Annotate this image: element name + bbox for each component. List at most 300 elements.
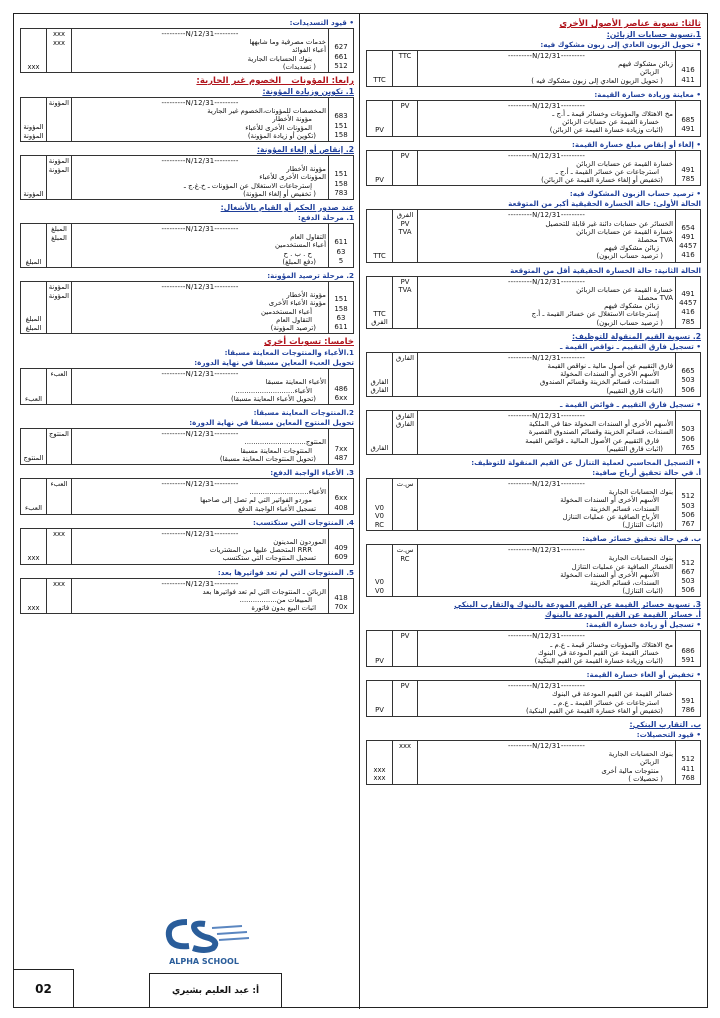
debit-amounts [392, 631, 417, 666]
credit-amount: الفرق [371, 318, 388, 327]
subsection-customers: 1.تسوية حسابات الزبائن: [606, 30, 701, 39]
entry-note: (تحويل المنتوجات المعاينة مسبقا) [219, 454, 316, 463]
credit-amount: المؤونة [23, 123, 44, 132]
credit-amount: xxx [27, 554, 40, 563]
journal-entry [20, 97, 354, 142]
entry-date: ---------N/12/31--------- [161, 479, 239, 488]
account-credit: 151 [334, 121, 348, 130]
account-credit: 783 [334, 188, 348, 197]
account-numbers [328, 369, 353, 404]
credit-amount: xxx [27, 603, 40, 612]
entry-line: TVA محصلة [637, 294, 673, 303]
credit-amount: المؤونة [23, 131, 44, 140]
account-debit: 667 [681, 567, 695, 576]
account-numbers [328, 429, 353, 464]
entry-description [71, 29, 328, 72]
entry-heading: • تحويل الزبون العادي إلى زبون مشكوك فيه: [540, 40, 701, 49]
entry-line: مؤونة الأخطار [286, 165, 326, 174]
debit-amount: الفارق [395, 420, 415, 429]
credit-amounts [21, 579, 46, 614]
debit-amounts [392, 277, 417, 328]
credit-amounts [21, 156, 46, 199]
account-credit: 768 [681, 773, 695, 782]
account-numbers [328, 529, 353, 564]
entry-line: خسارة القيمة عن حسابات الزبائن [576, 159, 673, 168]
entry-date: ---------N/12/31--------- [507, 632, 586, 641]
account-numbers [328, 224, 353, 267]
entry-date: ---------N/12/31--------- [507, 411, 586, 420]
entry-heading: • معاينة وزيادة خسارة القيمة: [594, 89, 701, 99]
credit-amounts [367, 353, 392, 396]
section-title-4: رابعا: المؤونات _ الخصوم غير الجارية: [196, 76, 354, 87]
page-frame [13, 13, 708, 1008]
entry-line: المنتوجات المعاينة مسبقا [240, 446, 312, 455]
debit-amount: المؤونة [48, 165, 69, 174]
debit-amounts [392, 101, 417, 136]
entry-line: الخسائر الصافية عن عمليات التنازل [571, 562, 673, 571]
entry-line: الأعباء........................... [249, 488, 326, 497]
account-numbers [675, 353, 700, 396]
entry-description [71, 479, 328, 514]
account-credit: 785 [681, 317, 695, 326]
subsection-securities: 2. تسوية القيم المنقولة للتوظيف: [572, 331, 701, 341]
credit-amount: المبلغ [25, 315, 42, 324]
debit-amounts [46, 98, 71, 141]
entry-line: الأسهم الأخرى أو السندات المخولة حقا في الملكية [528, 420, 673, 429]
debit-amount: xxx [52, 38, 66, 47]
subsection-bank-sub: أ. خسائر القيمة عن القيم المودعة بالبنوك [544, 610, 701, 620]
credit-amount: xxx [373, 774, 386, 783]
entry-heading: • ترصيد حساب الزبون المشكوك فيه: [569, 189, 701, 199]
credit-amount: TTC [373, 309, 386, 318]
credit-amount: V0 [375, 578, 384, 587]
entry-description [71, 224, 328, 267]
entry-line: خسارة القيمة عن حسابات الزبائن [576, 227, 673, 236]
account-credit: 512 [334, 61, 348, 70]
account-debit: 512 [681, 755, 695, 764]
debit-amount: TTC [398, 52, 412, 60]
credit-amounts [367, 210, 392, 261]
entry-line: الزبائن [640, 68, 659, 77]
entry-note: تسجيل الأعباء الواجبة الدفع [238, 504, 316, 513]
entry-heading: 2.المنتوجات المعاينة مسبقا: [253, 408, 354, 418]
debit-amounts [46, 156, 71, 199]
entry-line: الزبائن [640, 758, 659, 767]
entry-line: الخسائر عن حسابات دائنة غير قابلة للتحصيل [545, 219, 673, 228]
entry-line: السندات، قسائم الخزينة وقسائم الصندوق القصيرة [528, 428, 673, 437]
entry-line: استرجاعات عن خسائر القيمة ـ ع.م ـ [553, 698, 659, 707]
account-credit: 506 [681, 510, 695, 519]
journal-entry [366, 276, 701, 329]
entry-line: الأرباح الصافية عن عمليات التنازل [562, 512, 659, 521]
debit-amount: PV [400, 632, 410, 641]
entry-date: ---------N/12/31--------- [161, 430, 239, 439]
credit-amounts [367, 631, 392, 666]
credit-amount: الفارق [370, 386, 389, 395]
entry-line: الأعباء المعاينة مسبقا [265, 378, 326, 387]
entry-date: ---------N/12/31--------- [507, 353, 586, 362]
account-debit: 665 [681, 367, 695, 376]
debit-amount: PV [400, 219, 410, 228]
account-credit: 506 [681, 586, 695, 595]
entry-date: ---------N/12/31--------- [507, 277, 586, 286]
entry-line: بنوك الحسابات الجارية [608, 750, 673, 759]
journal-entry [20, 28, 354, 73]
credit-amount: V0 [375, 586, 384, 595]
debit-amounts [46, 529, 71, 564]
entry-line: فارق التقييم عن الأصول المالية ـ فوائض القيمة [525, 436, 659, 445]
credit-amounts [21, 369, 46, 404]
account-numbers [675, 741, 700, 784]
entry-line: أعباء الفوائد [291, 46, 326, 55]
account-debit: 654 [681, 223, 695, 232]
account-debit: 6xx [334, 494, 348, 503]
entry-note: (اثبات وزيادة خسارة القيمة عن الزبائن) [549, 126, 663, 135]
entry-line: خسائر القيمة عن القيم المودعة في البنوك [537, 648, 659, 657]
entry-description [417, 545, 675, 596]
debit-amount: PV [400, 277, 410, 286]
account-credit: 611 [334, 323, 348, 332]
account-credit: 765 [681, 443, 695, 452]
entry-description [417, 353, 675, 396]
account-debit: 512 [681, 558, 695, 567]
debit-amounts [46, 29, 71, 72]
credit-amounts [367, 681, 392, 716]
credit-amount: PV [375, 175, 384, 184]
credit-amounts [21, 282, 46, 333]
entry-subheading: تحويل المنتوج المعاين مسبقا في نهاية الدورة: [189, 418, 354, 428]
account-numbers [675, 277, 700, 328]
debit-amounts [392, 545, 417, 596]
credit-amount: المبلغ [25, 323, 42, 332]
entry-description [71, 429, 328, 464]
account-numbers [328, 98, 353, 141]
entry-date: ---------N/12/31--------- [507, 151, 586, 160]
debit-amounts [46, 224, 71, 267]
journal-entry [366, 410, 701, 455]
debit-amounts [392, 741, 417, 784]
entry-description [417, 741, 675, 784]
entry-line: إسترجاعات الاستغلال عن خسائر القيمة ـ أ.ج [531, 310, 659, 319]
account-debit: 506 [681, 434, 695, 443]
judgement-heading: عند صدور الحكم أو القيام بالأشغال: [220, 203, 354, 213]
account-debit: 418 [334, 593, 348, 602]
journal-entry [366, 630, 701, 667]
account-credit: 70x [334, 603, 348, 612]
debit-amount: xxx [52, 30, 66, 38]
credit-amount: المؤونة [23, 189, 44, 198]
entry-line: خسائر القيمة عن القيم المودعة في البنوك [551, 690, 673, 699]
account-numbers [328, 579, 353, 614]
entry-description [417, 479, 675, 530]
credit-amount: RC [374, 520, 385, 529]
subsection-bank: 3. تسوية خسائر القيمة عن القيم المودعة بالبنوك والتقارب البنكي [454, 600, 701, 610]
entry-line: استرجاعات عن خسائر القيمة ـ أ.ج ـ [555, 168, 659, 177]
entry-description [417, 631, 675, 666]
entry-line: RRR المتحصل عليها من المشتريات [209, 546, 312, 555]
section-title-5: خامسا: تسويات أخرى [264, 337, 354, 348]
credit-amount: V0 [375, 503, 384, 512]
credit-amount: المبلغ [25, 257, 42, 266]
debit-amount: س.ت [396, 479, 414, 488]
account-debit: 486 [334, 384, 348, 393]
entry-heading: 5. المنتوجات التي لم تعد فواتيرها بعد: [217, 567, 354, 577]
account-credit: 786 [681, 705, 695, 714]
journal-entry [366, 544, 701, 597]
entry-line: زبائن مشكوك فيهم [604, 244, 659, 253]
account-credit: 785 [681, 175, 695, 184]
entry-date: ---------N/12/31--------- [507, 546, 586, 555]
credit-amount: V0 [375, 512, 384, 521]
entry-description [71, 529, 328, 564]
entry-line: زبائن مشكوك فيهم [618, 60, 673, 69]
debit-amount: العبء [50, 479, 68, 488]
debit-amount: المؤونة [48, 99, 69, 108]
entry-date: ---------N/12/31--------- [507, 101, 586, 110]
account-debit: 491 [681, 166, 695, 175]
entry-note: (اثبات فارق التقييم) [606, 386, 663, 395]
credit-amount: PV [375, 656, 384, 665]
entry-heading: 1.الأعباء والمنتوجات المعاينة مسبقا: [224, 348, 354, 358]
journal-entry [366, 478, 701, 531]
author-box: أ: عبد العليم بشيري [149, 973, 282, 1007]
account-debit: 683 [334, 112, 348, 121]
debit-amount: الفارق [395, 411, 415, 420]
debit-amount: المؤونة [48, 283, 69, 292]
svg-text:ALPHA SCHOOL: ALPHA SCHOOL [169, 957, 239, 966]
journal-entry [20, 368, 354, 405]
entry-description [71, 282, 328, 333]
account-numbers [675, 681, 700, 716]
account-credit: 503 [681, 576, 695, 585]
credit-amounts [21, 98, 46, 141]
account-credit: 408 [334, 503, 348, 512]
entry-note: (دفع المبلغ) [282, 257, 316, 266]
entry-line: مؤونة الأخطار [272, 115, 312, 124]
entry-heading: 4. المنتوجات التي ستكتسب: [253, 517, 354, 527]
entry-date: ---------N/12/31--------- [507, 211, 586, 220]
journal-entry [366, 150, 701, 187]
entry-heading: • قيود التسديدات: [289, 18, 354, 27]
account-numbers [675, 411, 700, 454]
left-column [14, 14, 360, 934]
account-debit: 416 [681, 66, 695, 75]
account-credit: 158 [334, 130, 348, 139]
debit-amount: العبء [50, 370, 68, 379]
debit-amount: المنتوج [49, 430, 69, 439]
entry-heading: 2. إنقاص أو إلغاء المؤونة: [256, 145, 354, 155]
journal-entry [20, 155, 354, 200]
debit-amounts [46, 579, 71, 614]
journal-entry [366, 50, 701, 87]
credit-amounts [21, 429, 46, 464]
entry-line: بنوك الحسابات الجارية [247, 54, 312, 63]
entry-heading: 1. تكوين وزيادة المؤونة: [262, 87, 354, 97]
journal-entry [20, 528, 354, 565]
account-numbers [675, 151, 700, 186]
account-credit: 416 [681, 308, 695, 317]
entry-note: (اثبات وزيادة خسارة القيمة عن القيم البنكية) [534, 656, 663, 665]
entry-note: (اثبات التنازل) [622, 587, 663, 596]
account-debit: 591 [681, 696, 695, 705]
entry-date: ---------N/12/31--------- [161, 225, 239, 234]
credit-amount: الفارق [370, 444, 389, 453]
debit-amount: TVA [398, 286, 412, 295]
account-credit: 487 [334, 453, 348, 462]
entry-line: أعباء المستخدمين [261, 307, 312, 316]
alpha-school-logo [157, 914, 252, 970]
account-debit: 491 [681, 233, 695, 242]
entry-heading: • تسجيل فارق التقييم ـ فوائض القيمة ـ [560, 399, 701, 409]
credit-amounts [367, 51, 392, 86]
journal-entry [366, 680, 701, 717]
credit-amounts [367, 151, 392, 186]
entry-description [417, 151, 675, 186]
account-numbers [675, 51, 700, 86]
case-heading: الحالة الأولى: حالة الخسارة الحقيقية أكبر من المتوقعة [508, 199, 701, 209]
entry-date: ---------N/12/31--------- [507, 479, 586, 488]
debit-amount: س.ت [396, 546, 414, 555]
footer [14, 932, 360, 1007]
account-credit: 609 [334, 553, 348, 562]
entry-line: إسترجاعات الاستغلال عن المؤونات ـ خ.غ.ج ـ [183, 181, 312, 190]
account-credit: 5 [338, 256, 344, 265]
credit-amounts [367, 545, 392, 596]
entry-line: خسارة القيمة عن حسابات الزبائن [576, 285, 673, 294]
credit-amounts [367, 101, 392, 136]
account-debit: 491 [681, 290, 695, 299]
entry-note: (تحويل الأعباء المعاينة مسبقا) [231, 394, 316, 403]
debit-amount: PV [400, 151, 410, 160]
case-heading: ب. في حالة تحقيق خسائر صافية: [582, 534, 701, 544]
journal-entry [20, 223, 354, 268]
entry-heading: • قيود التحصيلات: [636, 729, 701, 739]
entry-note: (ترصيد المؤونة) [270, 324, 316, 333]
account-credit: 63 [336, 313, 346, 322]
debit-amount: المبلغ [51, 225, 67, 234]
entry-line: المبيعات من................. [239, 595, 312, 604]
credit-amount: xxx [373, 765, 386, 774]
entry-heading: • التسجيل المحاسبي لعملية التنازل عن القيم المنقولة للتوظيف: [471, 457, 701, 467]
entry-date: ---------N/12/31--------- [161, 283, 239, 292]
entry-line: زبائن مشكوك فيهم [604, 302, 659, 311]
credit-amount: PV [375, 706, 384, 715]
journal-entry [20, 281, 354, 334]
entry-line: مؤونة الأخطار [286, 291, 326, 300]
entry-description [71, 579, 328, 614]
entry-date: ---------N/12/31--------- [507, 741, 586, 750]
entry-heading: • تخفيض أو الغاء خسارة القيمة: [586, 670, 701, 680]
debit-amount: PV [400, 101, 410, 110]
entry-note: ( تحويل الزبون العادي إلى زبون مشكوك فيه ) [531, 76, 663, 85]
debit-amounts [392, 210, 417, 261]
debit-amount: TVA [398, 228, 412, 237]
entry-heading: • إلغاء أو إنقاص مبلغ خسارة القيمة: [572, 139, 701, 149]
credit-amount: PV [375, 126, 384, 135]
credit-amounts [367, 277, 392, 328]
entry-description [417, 277, 675, 328]
journal-entry [366, 352, 701, 397]
account-debit: 63 [336, 247, 346, 256]
entry-line: مخ الاهتلاك والمؤونات وخسائر قيمة ـ أ.ج ـ [552, 110, 673, 119]
debit-amounts [392, 479, 417, 530]
debit-amounts [392, 151, 417, 186]
entry-note: اثبات البيع بدون فاتورة [251, 604, 316, 613]
credit-amount: xxx [27, 62, 40, 71]
entry-description [417, 681, 675, 716]
account-debit: 151 [334, 295, 348, 304]
entry-note: ( تسديدات) [282, 62, 316, 71]
entry-line: الأسهم الأخرى أو السندات المخولة [560, 570, 659, 579]
account-numbers [675, 631, 700, 666]
entry-description [417, 51, 675, 86]
account-debit: 627 [334, 43, 348, 52]
debit-amounts [392, 681, 417, 716]
credit-amount: TTC [373, 76, 386, 85]
entry-heading: 3. الأعباء الواجبة الدفع: [270, 467, 354, 477]
debit-amounts [46, 429, 71, 464]
entry-description [71, 369, 328, 404]
entry-line: منتوجات مالية أخرى [601, 766, 659, 775]
account-numbers [675, 210, 700, 261]
entry-description [417, 411, 675, 454]
entry-line: بنوك الحسابات الجارية [608, 488, 673, 497]
account-numbers [675, 545, 700, 596]
entry-date: ---------N/12/31--------- [161, 370, 239, 379]
account-debit: 512 [681, 492, 695, 501]
entry-date: ---------N/12/31--------- [161, 529, 239, 538]
journal-entry [366, 100, 701, 137]
entry-note: (اثبات فارق التقييم) [606, 444, 663, 453]
entry-line: الأسهم الأخرى أو السندات المخولة [560, 370, 659, 379]
entry-description [417, 101, 675, 136]
account-debit: 661 [334, 52, 348, 61]
credit-amounts [21, 29, 46, 72]
entry-note: (تخفيض أو الغاء خسارة القيمة عن القيم البنكية) [526, 706, 663, 715]
entry-line: موردو الفواتير التي لم تصل إلى صاحبها [200, 496, 312, 505]
subsection-reconciliation: ب. التقارب البنكي: [629, 719, 701, 729]
journal-entry [366, 740, 701, 785]
entry-line: السندات، قسائم الخزينة [590, 578, 659, 587]
entry-line: TVA محصلة [637, 236, 673, 245]
entry-note: ( تحصيلات ) [628, 774, 663, 783]
journal-entry [20, 478, 354, 515]
entry-note: ( تخفيض أو إلغاء المؤونة) [243, 189, 316, 198]
account-debit: 151 [334, 170, 348, 179]
account-debit: 503 [681, 425, 695, 434]
entry-line: الأعباء........................... [235, 386, 312, 395]
entry-note: ( ترصيد حساب الزبون) [596, 318, 663, 327]
account-credit: 6xx [334, 393, 348, 402]
account-numbers [328, 156, 353, 199]
entry-line: المنتوج............................ [244, 438, 326, 447]
debit-amounts [392, 51, 417, 86]
debit-amounts [46, 282, 71, 333]
account-numbers [328, 282, 353, 333]
credit-amounts [21, 529, 46, 564]
credit-amount: TTC [373, 252, 386, 261]
journal-entry [20, 578, 354, 615]
entry-note: (تخفيض أو إلغاء خسارة القيمة عن الزبائن) [541, 176, 663, 185]
account-debit: 686 [681, 646, 695, 655]
account-credit: 411 [681, 764, 695, 773]
account-debit: 409 [334, 544, 348, 553]
entry-subheading: تحويل العبء المعاين مسبقا في نهاية الدورة: [194, 358, 354, 368]
credit-amounts [367, 411, 392, 454]
account-debit: 158 [334, 179, 348, 188]
entry-line: ح . ب . ح [283, 249, 312, 258]
entry-line: مؤونة الأعباء الأخرى [268, 299, 326, 308]
